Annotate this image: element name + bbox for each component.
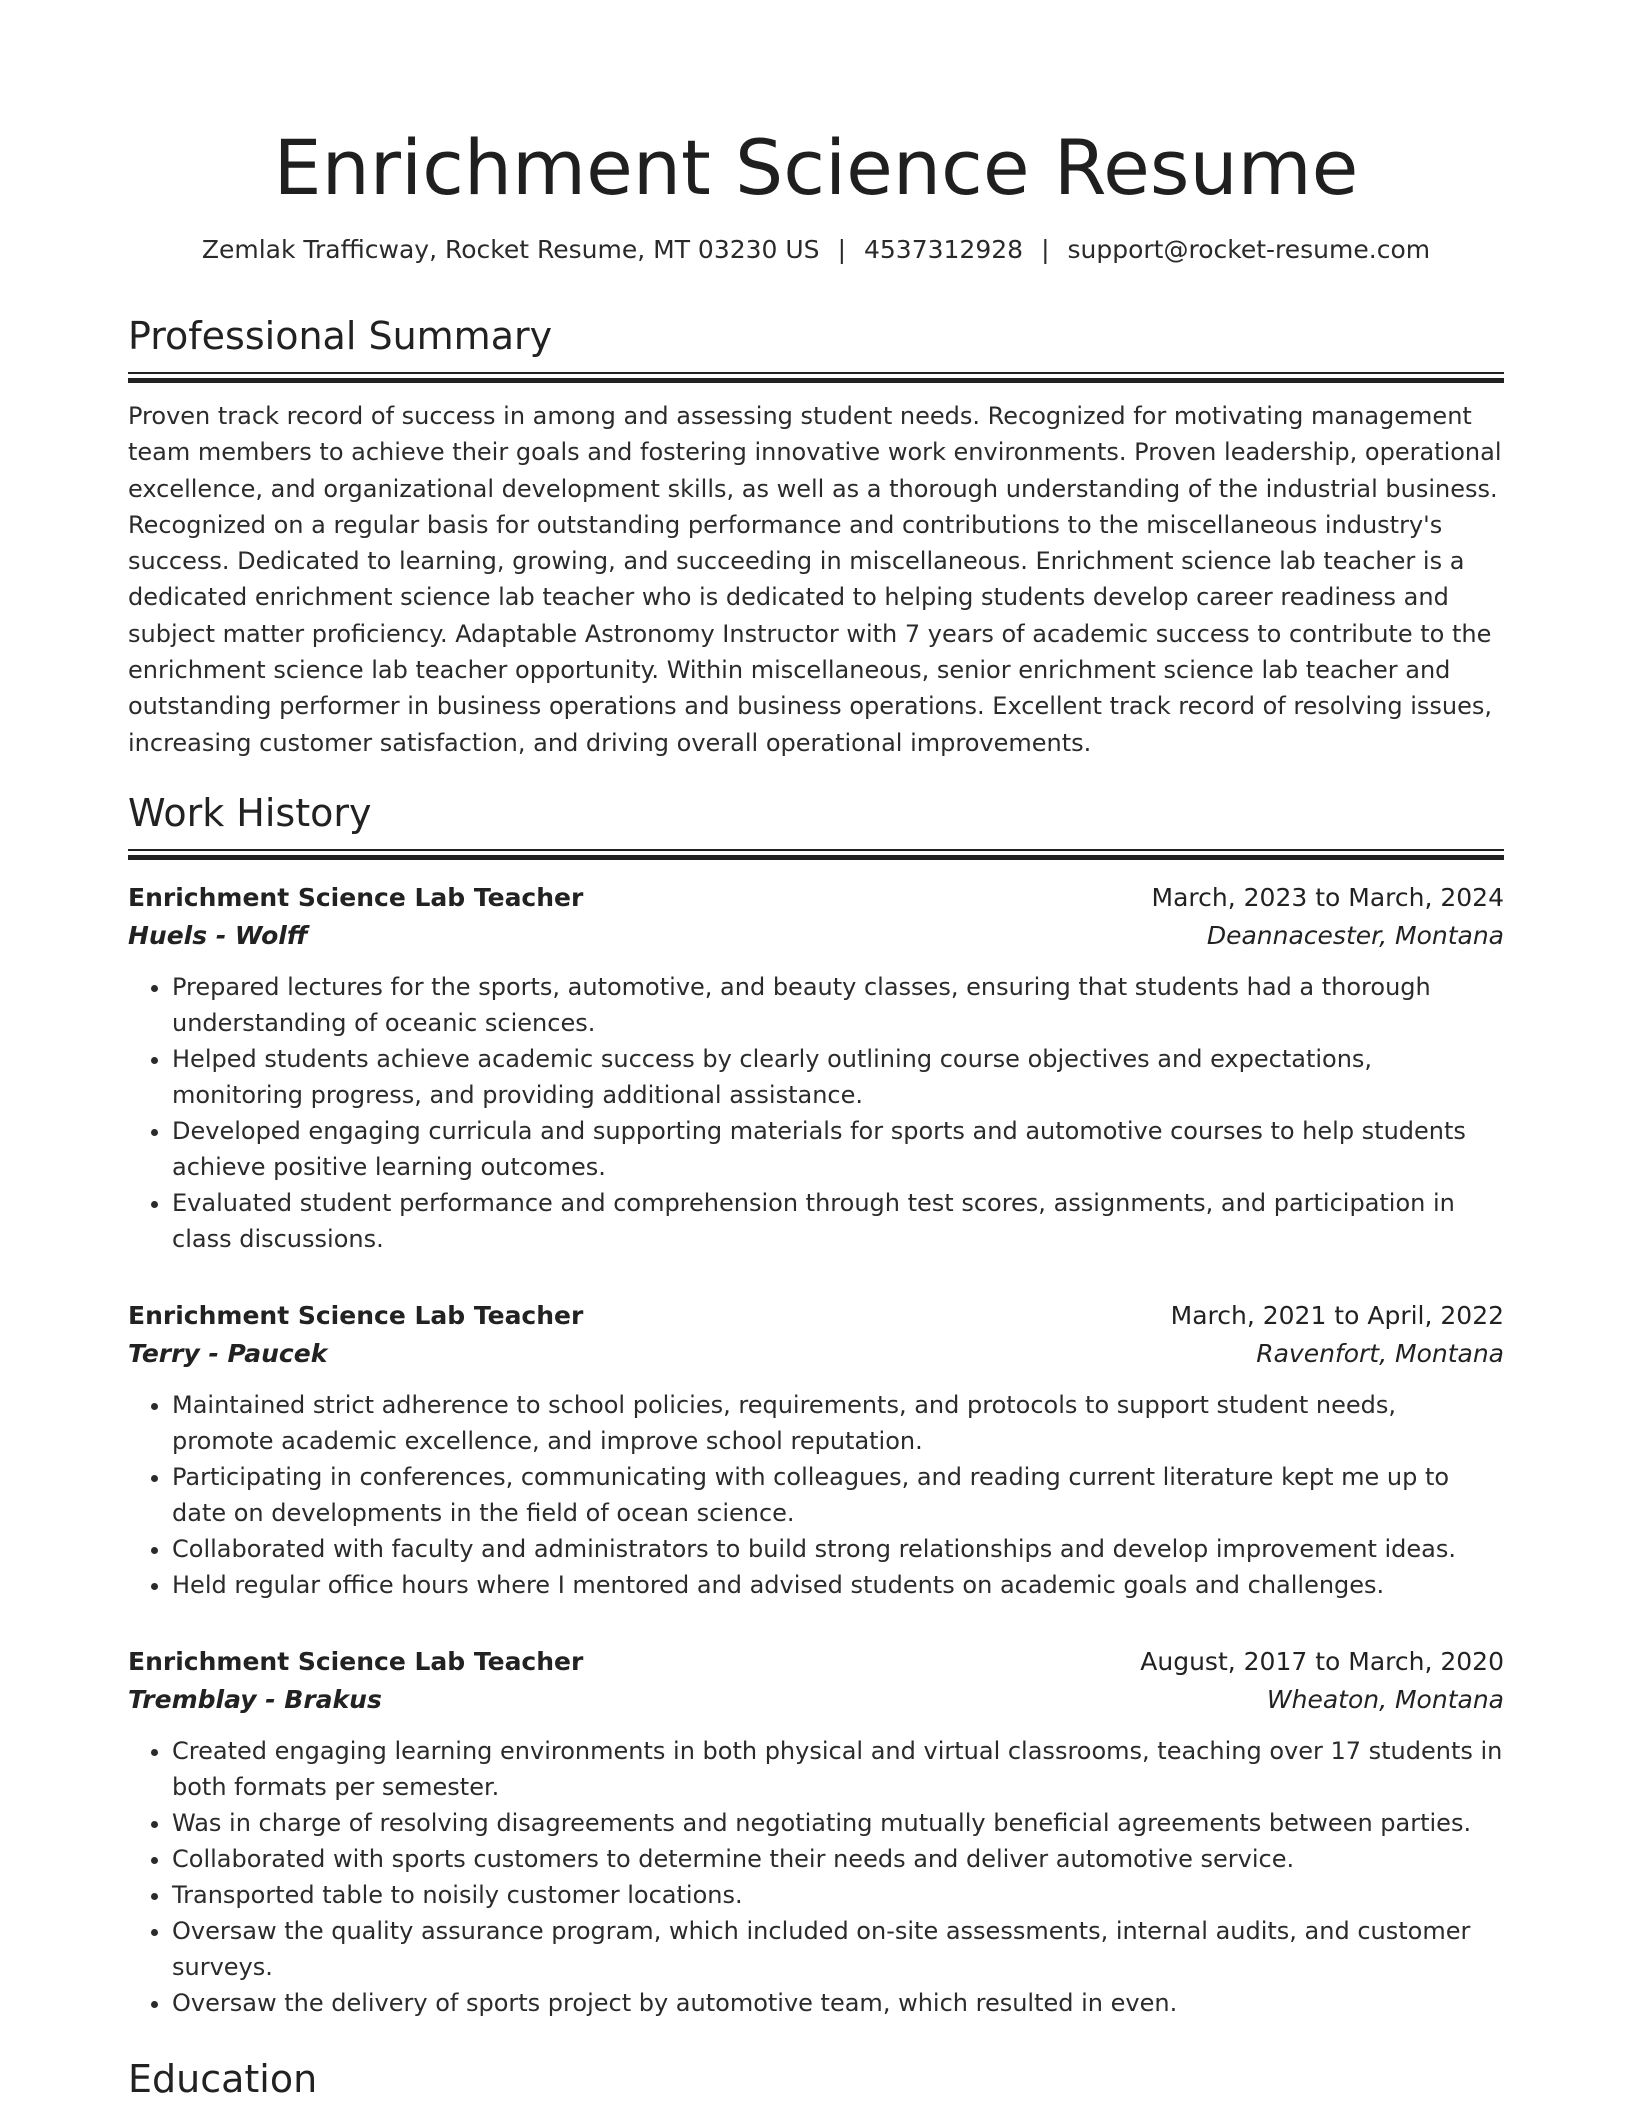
list-item: • Evaluated student performance and comprehension through test scores, assignments, and participation in class discussions. xyxy=(172,1185,1504,1257)
resume-page xyxy=(128,0,1504,2103)
job-company: Terry - Paucek xyxy=(128,1338,328,1368)
list-item: • Participating in conferences, communicating with colleagues, and reading current literature kept me up to date on developments in the field of ocean science. xyxy=(172,1459,1504,1531)
job-company-row xyxy=(128,917,1504,955)
education-heading: Education xyxy=(128,2056,318,2101)
list-item: • Developed engaging curricula and supporting materials for sports and automotive courses to help students achieve positive learning outcomes. xyxy=(172,1113,1504,1185)
job-title: Enrichment Science Lab Teacher xyxy=(128,1300,584,1330)
job-entry xyxy=(128,1297,1504,1603)
contact-separator: | xyxy=(837,235,846,264)
list-item: • Transported table to noisily customer locations. xyxy=(172,1877,1504,1913)
work-history-heading: Work History xyxy=(128,790,372,835)
list-item: • Oversaw the delivery of sports project by automotive team, which resulted in even. xyxy=(172,1985,1504,2021)
list-item: • Was in charge of resolving disagreements and negotiating mutually beneficial agreements between parties. xyxy=(172,1805,1504,1841)
job-location: Ravenfort, Montana xyxy=(1256,1338,1504,1368)
job-dates: March, 2023 to March, 2024 xyxy=(1151,882,1504,912)
job-bullets xyxy=(128,1733,1504,2021)
job-header-row xyxy=(128,1297,1504,1335)
job-company-row xyxy=(128,1335,1504,1373)
job-header-row xyxy=(128,879,1504,917)
contact-phone: 4537312928 xyxy=(864,235,1024,264)
list-item: • Prepared lectures for the sports, automotive, and beauty classes, ensuring that students had a thorough understanding of oceanic sciences. xyxy=(172,969,1504,1041)
list-item: • Oversaw the quality assurance program, which included on-site assessments, internal audits, and customer surveys. xyxy=(172,1913,1504,1985)
section-divider xyxy=(128,372,1504,382)
job-company: Tremblay - Brakus xyxy=(128,1684,382,1714)
list-item: • Held regular office hours where I mentored and advised students on academic goals and challenges. xyxy=(172,1567,1504,1603)
job-company: Huels - Wolff xyxy=(128,920,308,950)
job-bullets xyxy=(128,1387,1504,1603)
contact-email: support@rocket-resume.com xyxy=(1067,235,1431,264)
list-item: • Collaborated with sports customers to determine their needs and deliver automotive service. xyxy=(172,1841,1504,1877)
job-company-row xyxy=(128,1681,1504,1719)
job-location: Deannacester, Montana xyxy=(1206,920,1504,950)
job-title: Enrichment Science Lab Teacher xyxy=(128,882,584,912)
summary-section xyxy=(128,312,1504,761)
list-item: • Helped students achieve academic success by clearly outlining course objectives and expectations, monitoring progress, and providing additional assistance. xyxy=(172,1041,1504,1113)
contact-line xyxy=(128,232,1504,268)
job-entry xyxy=(128,1643,1504,2021)
job-location: Wheaton, Montana xyxy=(1266,1684,1504,1714)
job-entry xyxy=(128,879,1504,1257)
summary-heading: Professional Summary xyxy=(128,314,553,358)
list-item: • Created engaging learning environments in both physical and virtual classrooms, teaching over 17 students in both formats per semester. xyxy=(172,1733,1504,1805)
job-bullets xyxy=(128,969,1504,1257)
job-dates: August, 2017 to March, 2020 xyxy=(1140,1646,1504,1676)
job-header-row xyxy=(128,1643,1504,1681)
resume-title: Enrichment Science Resume xyxy=(273,123,1359,212)
contact-address: Zemlak Trafficway, Rocket Resume, MT 03230 US xyxy=(201,235,820,264)
job-title: Enrichment Science Lab Teacher xyxy=(128,1646,584,1676)
summary-text: Proven track record of success in among and assessing student needs. Recognized for motivating management team members to achieve their goals and fostering innovative work environments. Proven leadership, operational excellence, and organizational development skills, as well as a thorough understanding of the industrial business. Recognized on a regular basis for outstanding performance and contributions to the miscellaneous industry's success. Dedicated to learning, growing, and succeeding in miscellaneous. Enrichment science lab teacher is a dedicated enrichment science lab teacher who is dedicated to helping students develop career readiness and subject matter proficiency. Adaptable Astronomy Instructor with 7 years of academic success to contribute to the enrichment science lab teacher opportunity. Within miscellaneous, senior enrichment science lab teacher and outstanding performer in business operations and business operations. Excellent track record of resolving issues, increasing customer satisfaction, and driving overall operational improvements. xyxy=(128,402,1502,757)
list-item: • Maintained strict adherence to school policies, requirements, and protocols to support student needs, promote academic excellence, and improve school reputation. xyxy=(172,1387,1504,1459)
work-history-section xyxy=(128,789,1504,2021)
education-section xyxy=(128,2055,1504,2103)
job-dates: March, 2021 to April, 2022 xyxy=(1170,1300,1504,1330)
section-divider xyxy=(128,849,1504,859)
contact-separator: | xyxy=(1041,235,1050,264)
list-item: • Collaborated with faculty and administrators to build strong relationships and develop improvement ideas. xyxy=(172,1531,1504,1567)
